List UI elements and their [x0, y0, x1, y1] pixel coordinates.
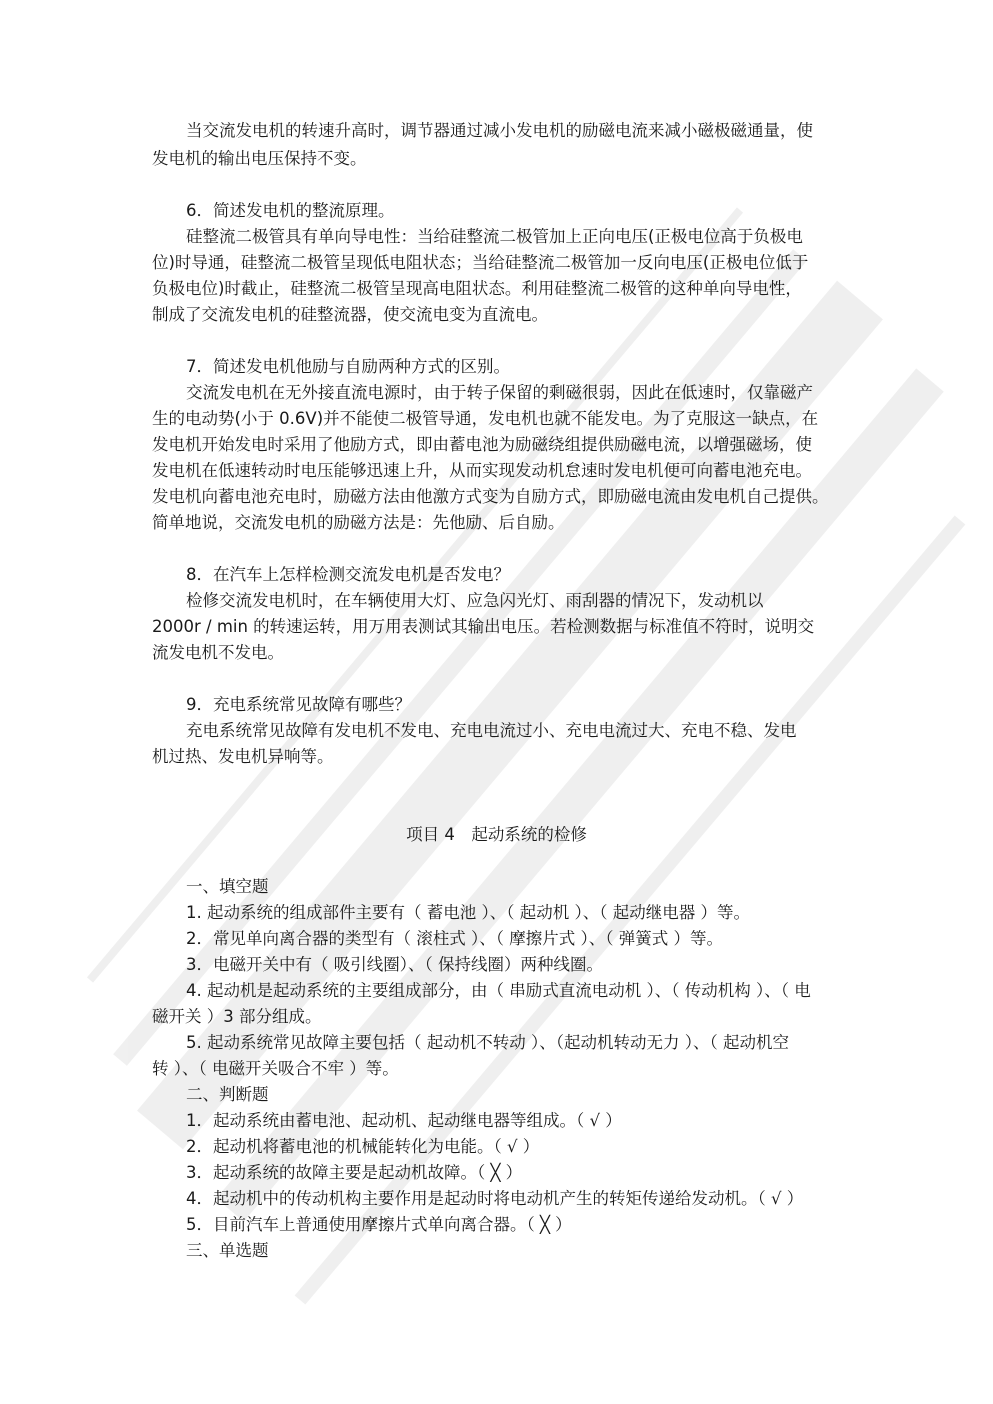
question-heading: 9．充电系统常见故障有哪些？: [186, 695, 411, 714]
paragraph-line: 交流发电机在无外接直流电源时，由于转子保留的剩磁很弱，因此在低速时，仅靠磁产: [186, 383, 813, 402]
fill-item: 转 ）、（ 电磁开关吸合不牢 ）等。: [152, 1059, 399, 1078]
fill-item: 3．电磁开关中有（ 吸引线圈）、（ 保持线圈）两种线圈。: [186, 955, 603, 974]
question-heading: 7．简述发电机他励与自励两种方式的区别。: [186, 357, 510, 376]
judge-item: 5．目前汽车上普通使用摩擦片式单向离合器。（ ╳ ）: [186, 1215, 572, 1234]
paragraph-line: 流发电机不发电。: [152, 643, 284, 662]
paragraph-line: 发电机开始发电时采用了他励方式，即由蓄电池为励磁绕组提供励磁电流，以增强磁场，使: [152, 435, 812, 454]
paragraph-line: 简单地说，交流发电机的励磁方法是：先他励、后自励。: [152, 513, 565, 532]
paragraph-line: 当交流发电机的转速升高时，调节器通过减小发电机的励磁电流来减小磁极磁通量，使: [186, 121, 813, 140]
paragraph-line: 生的电动势(小于 0.6V)并不能使二极管导通，发电机也就不能发电。为了克服这一缺点，在: [152, 409, 819, 428]
section-title: 项目 4 起动系统的检修: [406, 825, 587, 844]
paragraph-line: 制成了交流发电机的硅整流器，使交流电变为直流电。: [152, 305, 548, 324]
paragraph-line: 机过热、发电机异响等。: [152, 747, 334, 766]
paragraph-line: 负极电位)时截止，硅整流二极管呈现高电阻状态。利用硅整流二极管的这种单向导电性，: [152, 279, 802, 298]
judge-item: 3．起动系统的故障主要是起动机故障。（ ╳ ）: [186, 1163, 523, 1182]
paragraph-line: 位)时导通，硅整流二极管呈现低电阻状态；当给硅整流二极管加一反向电压(正极电位低于: [152, 253, 809, 272]
subsection-heading: 一、填空题: [186, 877, 269, 896]
judge-item: 4．起动机中的传动机构主要作用是起动时将电动机产生的转矩传递给发动机。（ √ ）: [186, 1189, 804, 1208]
paragraph-line: 发电机的输出电压保持不变。: [152, 149, 367, 168]
judge-item: 1．起动系统由蓄电池、起动机、起动继电器等组成。（ √ ）: [186, 1111, 622, 1130]
subsection-heading: 三、单选题: [186, 1241, 269, 1260]
subsection-heading: 二、判断题: [186, 1085, 269, 1104]
paragraph-line: 发电机向蓄电池充电时，励磁方法由他激方式变为自励方式，即励磁电流由发电机自己提供。: [152, 487, 829, 506]
fill-item: 磁开关 ）3 部分组成。: [152, 1007, 322, 1026]
question-heading: 6．简述发电机的整流原理。: [186, 201, 395, 220]
fill-item: 1. 起动系统的组成部件主要有（ 蓄电池 ）、（ 起动机 ）、（ 起动继电器 ）等。: [186, 903, 750, 922]
paragraph-line: 充电系统常见故障有发电机不发电、充电电流过小、充电电流过大、充电不稳、发电: [186, 721, 797, 740]
fill-item: 4. 起动机是起动系统的主要组成部分，由（ 串励式直流电动机 ）、（ 传动机构 ）、（ 电: [186, 981, 811, 1000]
paragraph-line: 发电机在低速转动时电压能够迅速上升，从而实现发动机怠速时发电机便可向蓄电池充电。: [152, 461, 812, 480]
fill-item: 5. 起动系统常见故障主要包括（ 起动机不转动 ）、（起动机转动无力 ）、（ 起动机空: [186, 1033, 789, 1052]
paragraph-line: 硅整流二极管具有单向导电性：当给硅整流二极管加上正向电压(正极电位高于负极电: [186, 227, 803, 246]
paragraph-line: 2000r / min 的转速运转，用万用表测试其输出电压。若检测数据与标准值不符时，说明交: [152, 617, 815, 636]
paragraph-line: 检修交流发电机时，在车辆使用大灯、应急闪光灯、雨刮器的情况下，发动机以: [186, 591, 764, 610]
fill-item: 2．常见单向离合器的类型有（ 滚柱式 ）、（ 摩擦片式 ）、（ 弹簧式 ）等。: [186, 929, 723, 948]
question-heading: 8．在汽车上怎样检测交流发电机是否发电？: [186, 565, 510, 584]
judge-item: 2．起动机将蓄电池的机械能转化为电能。（ √ ）: [186, 1137, 540, 1156]
